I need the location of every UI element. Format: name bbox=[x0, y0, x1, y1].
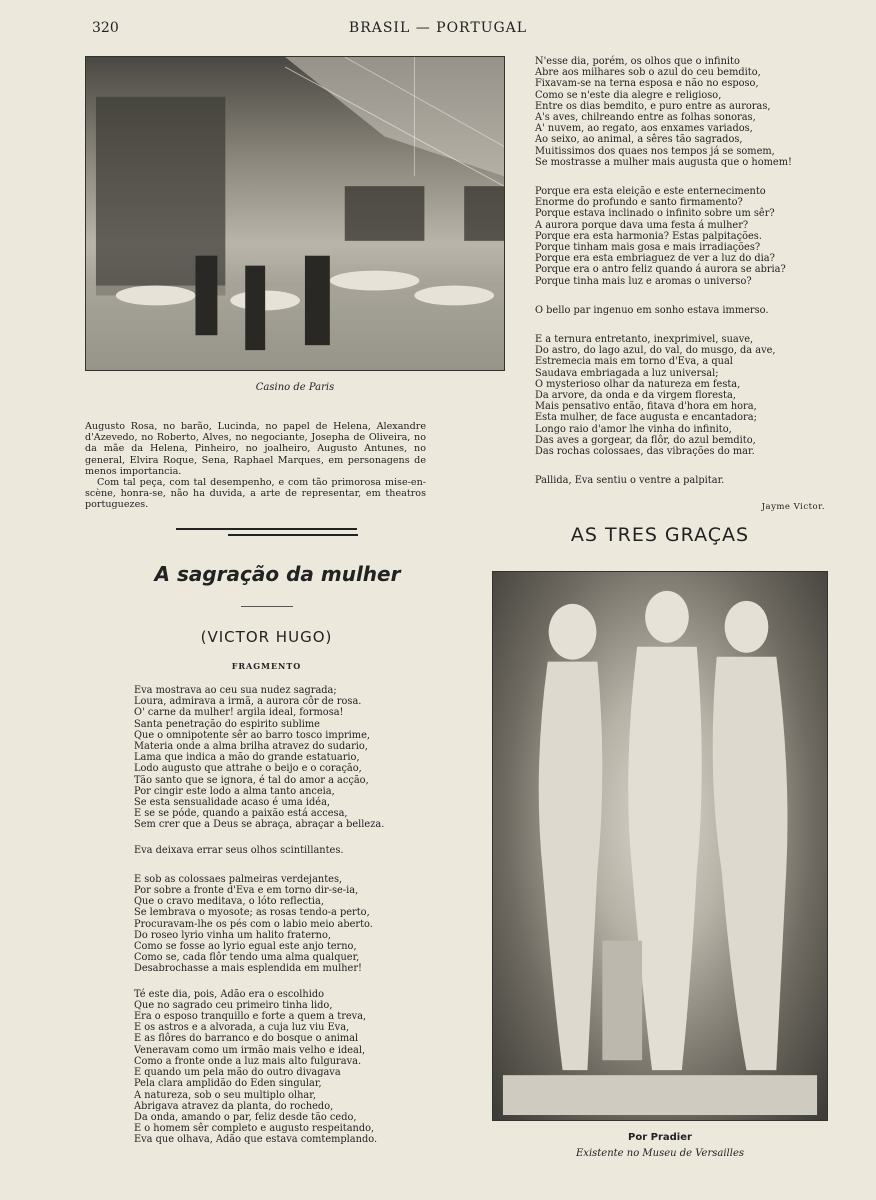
poem-line: Té este dia, pois, Adão era o escolhido bbox=[134, 988, 324, 1000]
poem-line: Que no sagrado ceu primeiro tinha lido, bbox=[134, 999, 333, 1011]
poem-line: Lodo augusto que attrahe o beijo e o coração, bbox=[134, 763, 362, 775]
poem-line: Porque era esta embriaguez de ver a luz do dia? bbox=[535, 253, 775, 265]
poem-stanza bbox=[134, 845, 414, 856]
article-label: FRAGMENTO bbox=[231, 661, 302, 671]
poem-left-column bbox=[134, 685, 414, 1157]
poem-line: Abrigava atravez da planta, do rochedo, bbox=[134, 1100, 334, 1112]
poem-line: Saudava embriagada a luz universal; bbox=[535, 367, 719, 379]
poem-line: Ao seixo, ao animal, a sêres tão sagrados, bbox=[535, 134, 743, 146]
page-number: 320 bbox=[92, 20, 119, 36]
poem-line: E sob as colossaes palmeiras verdejantes, bbox=[134, 873, 343, 885]
poem-line: Como se n'este dia alegre e religioso, bbox=[535, 89, 722, 101]
poem-right-column bbox=[535, 56, 815, 498]
poem-line: Desabrochasse a mais esplendida em mulher! bbox=[134, 963, 362, 975]
poem-line: E as flôres do barranco e do bosque o animal bbox=[134, 1033, 359, 1045]
poem-stanza bbox=[535, 334, 815, 457]
poem-line: Por cingir este lodo a alma tanto anceia, bbox=[134, 785, 335, 797]
poem-line: E a ternura entretanto, inexprimivel, suave, bbox=[535, 334, 754, 346]
poem-stanza bbox=[134, 685, 414, 831]
poem-line: Sem crer que a Deus se abraça, abraçar a belleza. bbox=[134, 819, 385, 831]
poem-line: Porque estava inclinado o infinito sobre um sêr? bbox=[535, 208, 775, 220]
poem-line: Santa penetração do espirito sublime bbox=[134, 718, 320, 730]
poem-line: A aurora porque dava uma festa á mulher? bbox=[535, 219, 749, 231]
poem-stanza bbox=[535, 475, 815, 486]
poem-line: Se lembrava o myosote; as rosas tendo-a perto, bbox=[134, 907, 370, 919]
sculpture-location: Existente no Museu de Versailles bbox=[576, 1148, 744, 1159]
poem-line: Loura, admirava a irmã, a aurora côr de rosa. bbox=[134, 696, 362, 708]
section-divider-rule-short bbox=[228, 534, 358, 536]
poem-line: A natureza, sob o seu multiplo olhar, bbox=[134, 1089, 316, 1101]
poem-line: Como se fosse ao lyrio egual este anjo terno, bbox=[134, 941, 357, 953]
poem-line: Tão santo que se ignora, é tal do amor a acção, bbox=[134, 774, 369, 786]
poem-line: Procuravam-lhe os pés com o labio meio aberto. bbox=[134, 918, 373, 930]
poem-stanza bbox=[134, 989, 414, 1146]
poem-stanza bbox=[535, 186, 815, 287]
cast-list-text: Augusto Rosa, no barão, Lucinda, no papel de Helena, Alexandre d'Azevedo, no Roberto, Alves, no negociante, Josepha de Oliveira, no da mãe da Helena, Pinheiro, no joalheiro, Augusto Antunes, no general, Elvira Roque, Sena, Raphael Marques, em personagens de menos importancia. bbox=[85, 421, 426, 477]
poem-line: Eva que olhava, Adão que estava comtemplando. bbox=[134, 1134, 378, 1146]
casino-caption: Casino de Paris bbox=[255, 382, 335, 393]
poem-line: Do astro, do lago azul, do val, do musgo, da ave, bbox=[535, 345, 776, 357]
poem-line: Esta mulher, de face augusta e encantadora; bbox=[535, 412, 757, 424]
poem-line: Como a fronte onde a luz mais alto fulgurava. bbox=[134, 1055, 362, 1067]
article-author: (VICTOR HUGO) bbox=[200, 628, 333, 646]
poem-line: Veneravam como um irmão mais velho e ideal, bbox=[134, 1044, 366, 1056]
poem-line: O mysterioso olhar da natureza em festa, bbox=[535, 378, 741, 390]
running-head: BRASIL — PORTUGAL bbox=[348, 20, 528, 36]
poem-line: Abre aos milhares sob o azul do ceu bemdito, bbox=[535, 67, 761, 79]
poem-line: A's aves, chilreando entre as folhas sonoras, bbox=[535, 112, 756, 124]
casino-photo-illustration bbox=[86, 57, 504, 370]
poem-line: Do roseo lyrio vinha um halito fraterno, bbox=[134, 929, 331, 941]
poem-line: E se se póde, quando a paixão está accesa, bbox=[134, 808, 348, 820]
poem-line: Entre os dias bemdito, e puro entre as auroras, bbox=[535, 100, 771, 112]
poem-line: Eva deixava errar seus olhos scintillantes. bbox=[134, 844, 344, 856]
sculpture-illustration bbox=[493, 572, 827, 1120]
poem-line: Pela clara amplidão do Eden singular, bbox=[134, 1078, 322, 1090]
cast-paragraph bbox=[85, 421, 426, 511]
poem-line: Fixavam-se na terna esposa e não no esposo, bbox=[535, 78, 759, 90]
poem-line: O bello par ingenuo em sonho estava immerso. bbox=[535, 304, 769, 316]
poem-line: O' carne da mulher! argila ideal, formosa! bbox=[134, 707, 344, 719]
poem-stanza bbox=[134, 874, 414, 975]
graces-title: AS TRES GRAÇAS bbox=[570, 524, 750, 546]
poem-line: A' nuvem, ao regato, aos enxames variados, bbox=[535, 123, 753, 135]
poem-line: Porque era esta harmonia? Estas palpitações. bbox=[535, 230, 762, 242]
poem-line: Mais pensativo então, fitava d'hora em hora, bbox=[535, 401, 757, 413]
poem-line: Estremecia mais em torno d'Eva, a qual bbox=[535, 356, 733, 368]
poem-line: Porque tinha mais luz e aromas o universo? bbox=[535, 275, 752, 287]
poem-line: E o homem sêr completo e augusto respeitando, bbox=[134, 1123, 375, 1135]
poem-line: Das rochas colossaes, das vibrações do mar. bbox=[535, 446, 755, 458]
poem-line: Como se, cada flôr tendo uma alma qualquer, bbox=[134, 952, 360, 964]
poem-line: Se esta sensualidade acaso é uma idéa, bbox=[134, 797, 331, 809]
author-signature: Jayme Victor. bbox=[761, 502, 825, 512]
poem-line: Era o esposo tranquillo e forte a quem a treva, bbox=[134, 1011, 367, 1023]
poem-line: Materia onde a alma brilha atravez do sudario, bbox=[134, 741, 368, 753]
poem-line: Da arvore, da onda e da virgem floresta, bbox=[535, 390, 736, 402]
poem-line: E quando um pela mão do outro divagava bbox=[134, 1067, 341, 1079]
article-title: A sagração da mulher bbox=[154, 562, 401, 586]
poem-line: Se mostrasse a mulher mais augusta que o homem! bbox=[535, 156, 792, 168]
poem-line: Que o omnipotente sêr ao barro tosco imprime, bbox=[134, 729, 371, 741]
poem-line: Pallida, Eva sentiu o ventre a palpitar. bbox=[535, 475, 725, 487]
poem-line: N'esse dia, porém, os olhos que o infinito bbox=[535, 56, 740, 67]
section-divider-rule bbox=[176, 528, 357, 530]
poem-stanza bbox=[535, 305, 815, 316]
poem-line: Porque tinham mais gosa e mais irradiações? bbox=[535, 242, 761, 254]
poem-line: Muitissimos dos quaes nos tempos já se somem, bbox=[535, 145, 775, 157]
closing-remark-text: Com tal peça, com tal desempenho, e com tão primorosa mise-en-scène, honra-se, não ha duvida, a arte de representar, em theatros portuguezes. bbox=[85, 477, 426, 511]
poem-line: Das aves a gorgear, da flôr, do azul bemdito, bbox=[535, 434, 756, 446]
poem-line: Por sobre a fronte d'Eva e em torno dir-se-ia, bbox=[134, 885, 359, 897]
poem-line: Porque era esta eleição e este enternecimento bbox=[535, 186, 766, 198]
sculptor-credit: Por Pradier bbox=[628, 1132, 692, 1143]
poem-line: Da onda, amando o par, feliz desde tão cedo, bbox=[134, 1111, 357, 1123]
poem-stanza bbox=[535, 56, 815, 168]
title-underline-rule bbox=[241, 606, 293, 607]
poem-line: Longo raio d'amor lhe vinha do infinito, bbox=[535, 423, 732, 435]
poem-line: Que o cravo meditava, o lóto reflectia, bbox=[134, 896, 325, 908]
poem-line: Lama que indica a mão do grande estatuario, bbox=[134, 752, 360, 764]
poem-line: E os astros e a alvorada, a cuja luz viu Eva, bbox=[134, 1022, 350, 1034]
poem-line: Porque era o antro feliz quando á aurora se abria? bbox=[535, 264, 786, 276]
poem-line: Enorme do profundo e santo firmamento? bbox=[535, 197, 743, 209]
three-graces-sculpture-photo bbox=[492, 571, 828, 1121]
casino-de-paris-photo bbox=[85, 56, 505, 371]
poem-line: Eva mostrava ao ceu sua nudez sagrada; bbox=[134, 685, 337, 696]
